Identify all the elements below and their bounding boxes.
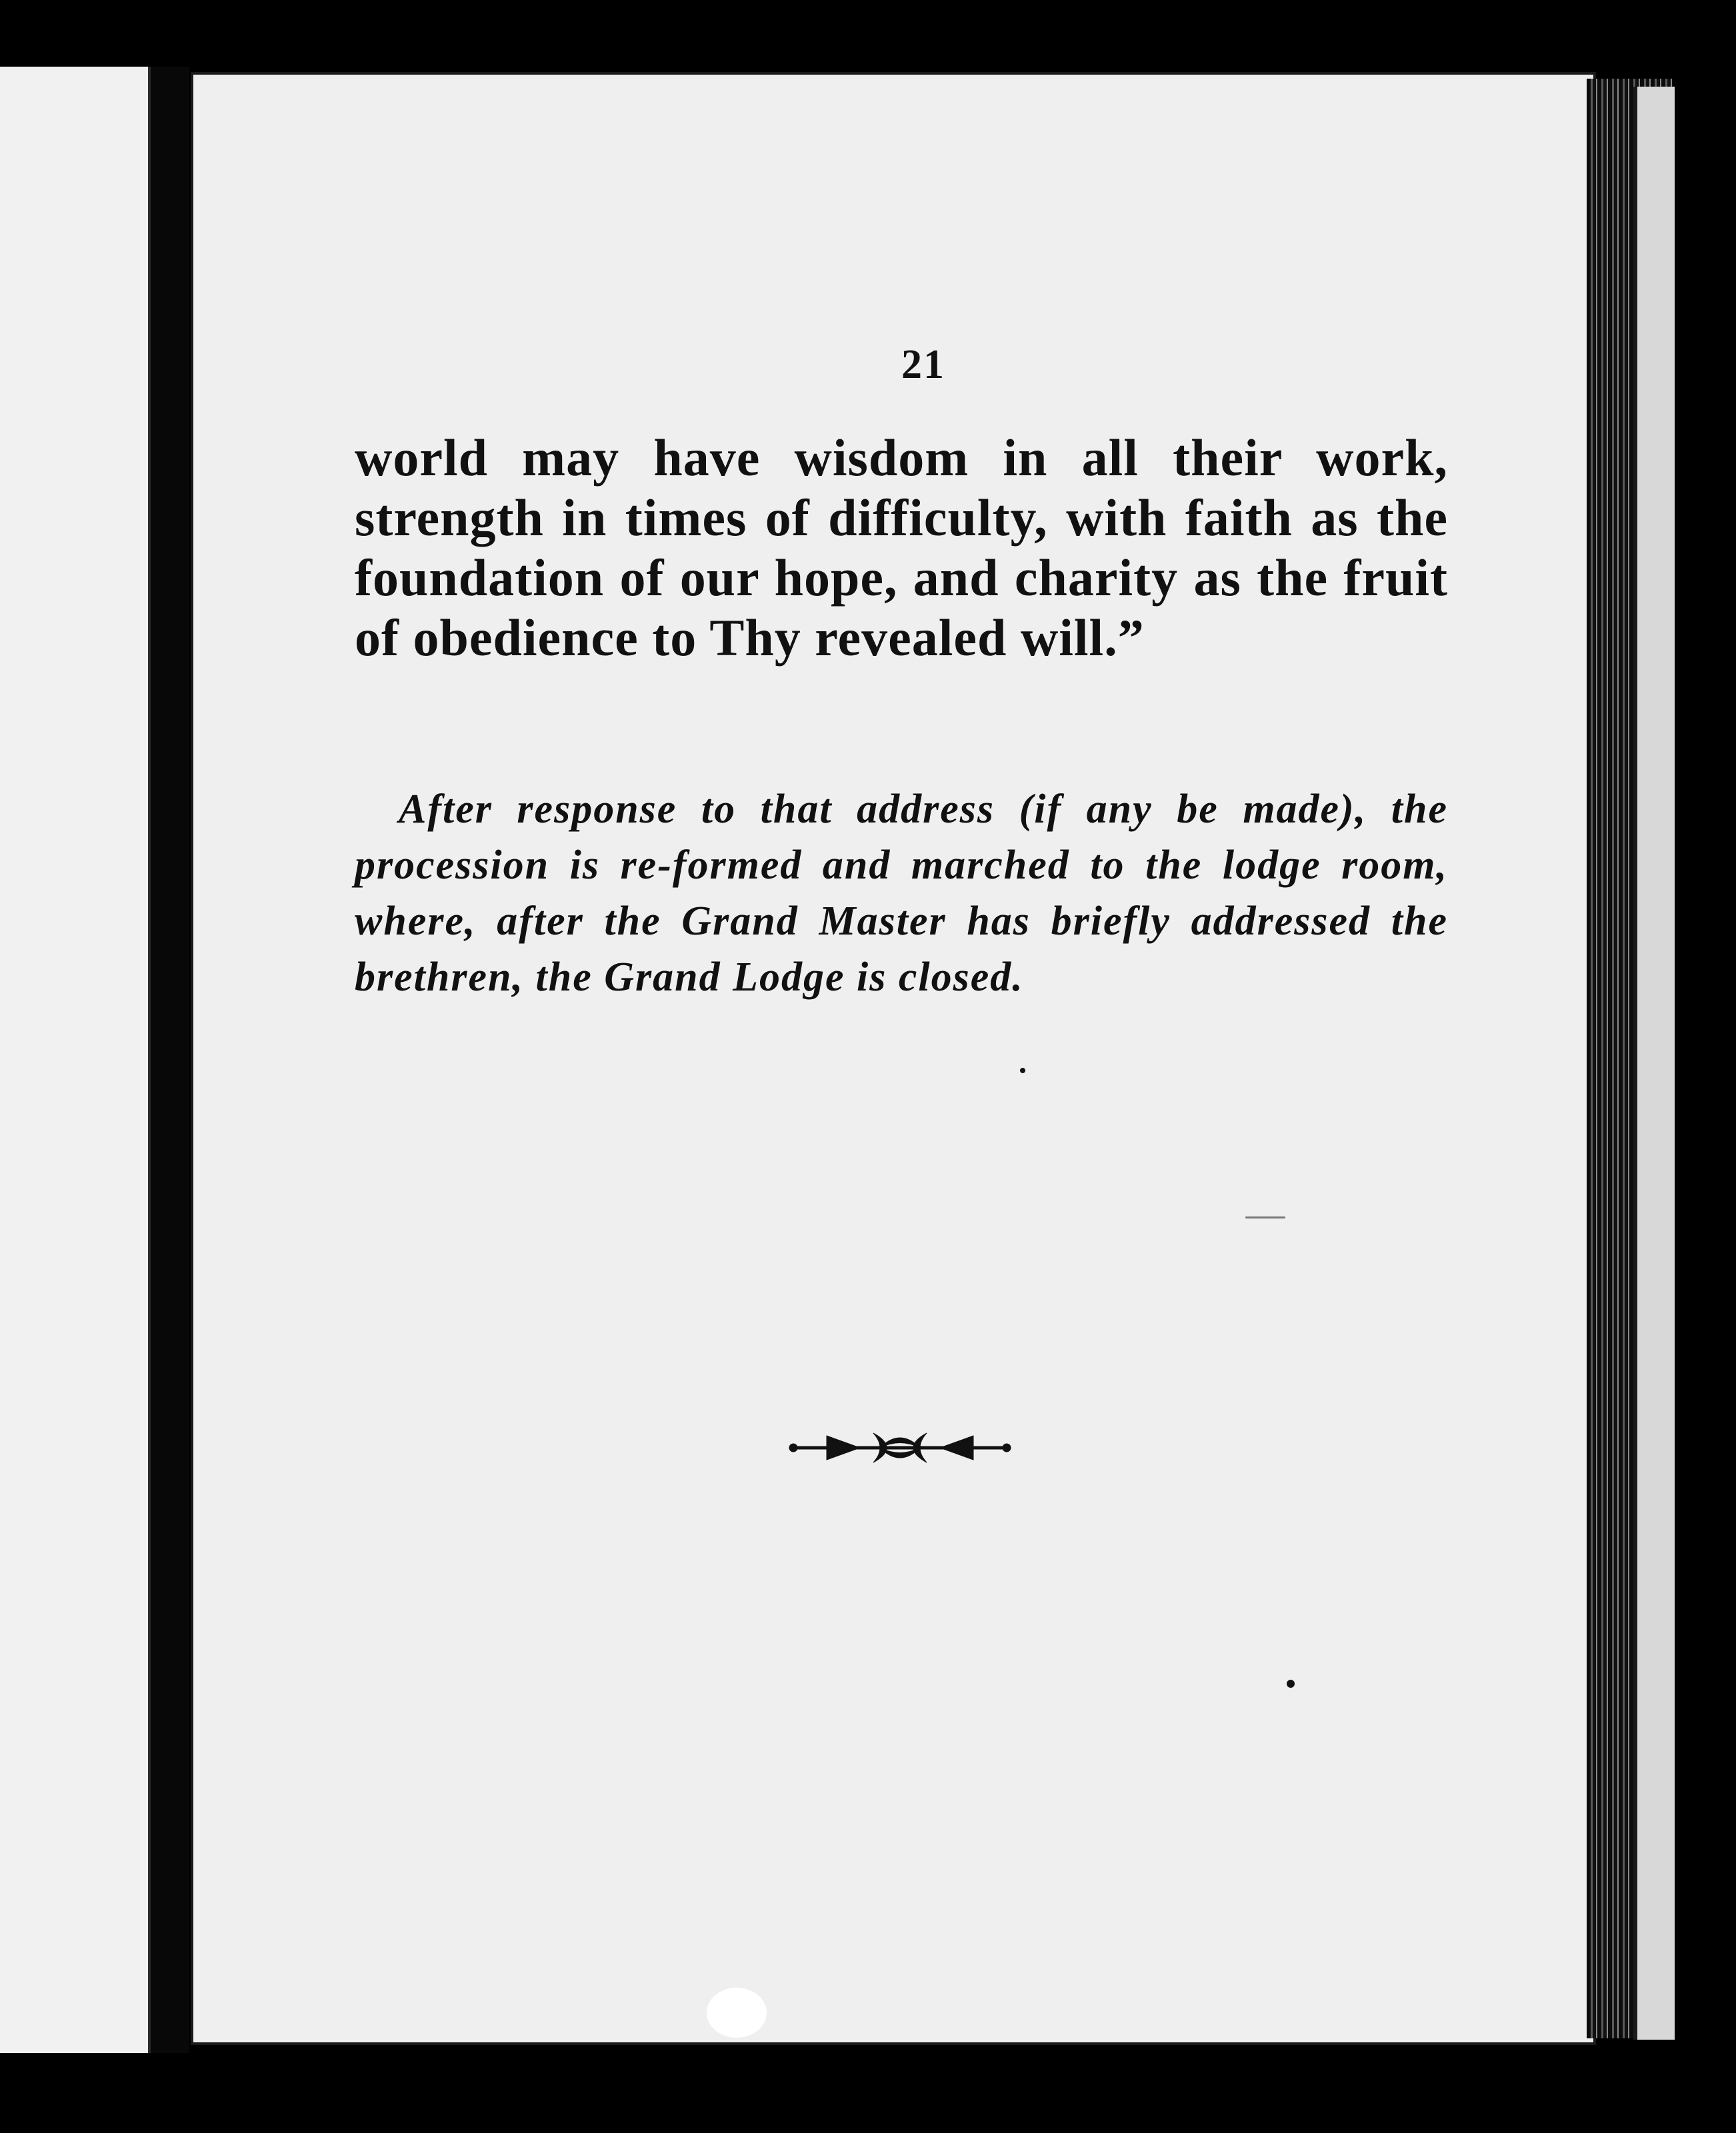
ink-speck [1245,1216,1285,1218]
book-page [191,72,1596,2045]
ink-speck [1287,1680,1295,1688]
facing-page-edge [0,67,151,2053]
page-number: 21 [901,342,945,387]
paper-blemish [707,1988,767,2038]
ceremony-instruction: After response to that address (if any be made), the procession is re-formed and marched to the lodge room, where, after the Grand Master has briefly addressed the brethren, the Grand Lodge is closed. [355,787,1448,1000]
ink-speck [1020,1068,1025,1073]
fleuron-ornament-icon [787,1421,1013,1474]
prayer-text: world may have wisdom in all their work, strength in times of difficulty, with faith as the foundation of our hope, and charity as the fruit of obedience to Thy revealed will.” [355,429,1448,667]
cover-edge [1633,87,1675,2040]
book-gutter [151,67,189,2053]
